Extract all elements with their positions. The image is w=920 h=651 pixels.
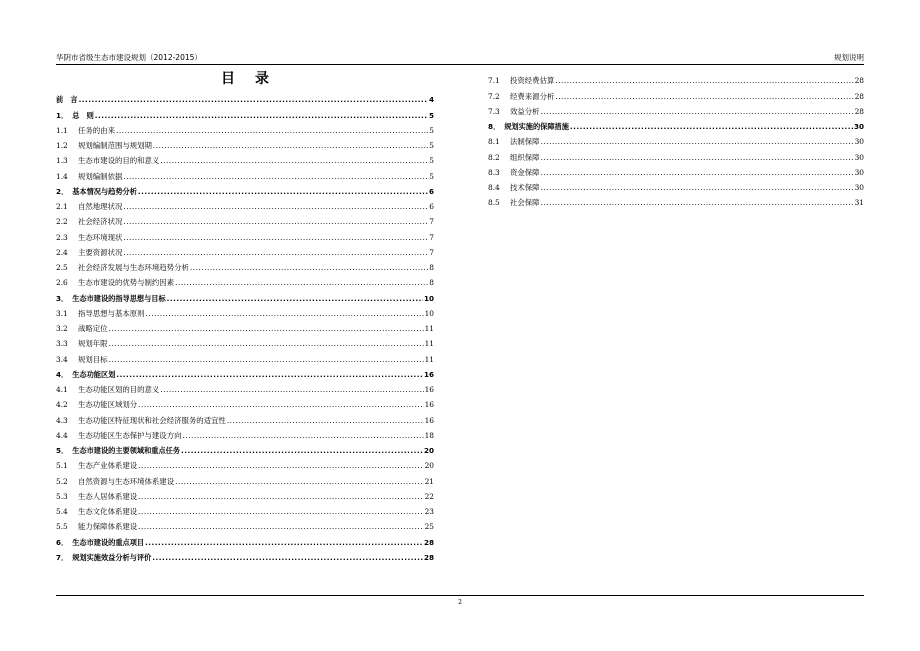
toc-leader-dots [541,153,854,163]
toc-entry-title: 规划编制范围与规划期 [78,141,152,150]
toc-entry-number: 2.3 [56,232,68,242]
toc-leader-dots [541,107,854,117]
toc-leader-dots [79,95,428,105]
toc-entry-title: 法制保障 [510,137,540,147]
toc-entry-title: 自然地理状况 [78,202,123,211]
toc-entry[interactable] [56,319,434,334]
toc-leader-dots [555,92,853,102]
header-rule [56,64,864,65]
toc-entry-number: 5.4 [56,507,68,516]
toc-entry[interactable] [56,243,434,258]
header-document-title: 华阴市省级生态市建设规划（2012-2015） [56,53,202,62]
toc-entry-title: 战略定位 [78,324,108,333]
toc-entry-title: 规划实施效益分析与评价 [72,552,152,562]
footer-rule [56,595,864,596]
toc-entry-page: 25 [424,522,434,532]
toc-leader-dots [138,492,423,502]
toc-leader-dots [123,217,428,227]
toc-entry[interactable] [488,71,864,86]
toc-entry-title: 经费来源分析 [510,91,555,101]
toc-entry[interactable] [56,380,434,395]
toc-leader-dots [227,416,424,426]
toc-entry-title: 效益分析 [510,106,540,116]
toc-entry-title: 任务的由来 [78,125,115,135]
toc-leader-dots [182,431,423,441]
toc-leader-dots [175,278,428,288]
toc-entry-title: 指导思想与基本原则 [78,308,145,318]
toc-entry-title: 规划年限 [78,339,108,349]
toc-entry-title: 社会经济状况 [78,217,123,227]
toc-entry-number: 5.3 [56,491,68,501]
toc-entry-number: 8.2 [488,152,500,162]
toc-entry-page: 7 [429,217,434,227]
toc-entry-number: 8.4 [488,183,500,192]
toc-entry-title: 生态人居体系建设 [78,491,138,501]
toc-entry[interactable] [488,193,864,208]
toc-entry-page: 28 [854,91,864,101]
toc-entry-title: 资金保障 [510,167,540,177]
toc-entry[interactable] [56,182,434,197]
toc-leader-dots [160,385,423,395]
toc-left-column [56,90,434,563]
toc-entry-page: 7 [429,232,434,242]
toc-entry-page: 4 [428,95,434,105]
toc-leader-dots [152,553,423,563]
toc-entry-number: 3． [56,293,69,303]
toc-entry[interactable] [56,151,434,166]
toc-entry-page: 22 [424,491,434,501]
toc-entry-number: 1． [56,110,69,120]
toc-entry[interactable] [488,117,864,132]
toc-entry-page: 30 [854,183,864,192]
toc-leader-dots [95,111,428,121]
toc-leader-dots [138,522,423,532]
toc-entry[interactable] [56,410,434,425]
toc-leader-dots [138,507,423,517]
toc-entry[interactable] [56,471,434,486]
toc-entry-page: 30 [854,137,864,147]
toc-leader-dots [109,324,424,334]
toc-entry-number: 4.4 [56,430,68,440]
toc-entry-title: 生态功能区划的目的意义 [78,385,160,394]
toc-entry-title: 生态功能区生态保护与建设方向 [78,430,182,440]
toc-entry-title: 生态功能区划 [72,369,116,379]
toc-entry-number: 8.5 [488,198,500,208]
toc-entry-title: 生态市建设的优势与制约因素 [78,278,175,288]
toc-entry-number: 2.4 [56,247,68,257]
toc-entry-title: 规划实施的保障措施 [504,122,569,131]
toc-entry-number: 6． [56,537,69,547]
toc-leader-dots [123,202,428,212]
toc-leader-dots [116,126,428,136]
toc-leader-dots [181,446,423,456]
toc-leader-dots [109,355,424,365]
toc-entry-title: 生态市建设的指导思想与目标 [72,293,166,303]
toc-entry-title: 能力保障体系建设 [78,522,138,532]
toc-entry[interactable] [56,166,434,181]
toc-entry-title: 自然资源与生态环境体系建设 [78,476,175,486]
toc-leader-dots [138,187,428,197]
toc-entry-page: 16 [424,400,434,410]
toc-entry-number: 3.3 [56,339,68,349]
toc-leader-dots [116,370,423,380]
toc-entry-page: 31 [854,198,864,208]
toc-entry-number: 1.4 [56,171,68,181]
toc-leader-dots [160,156,428,166]
toc-entry-number: 7.1 [488,76,500,86]
toc-entry[interactable] [56,227,434,242]
toc-entry-page: 20 [424,461,434,471]
toc-entry-page: 11 [424,339,434,349]
toc-entry-title: 生态功能区特征现状和社会经济服务的适宜性 [78,415,226,425]
toc-entry-number: 5． [56,446,69,455]
toc-entry[interactable] [56,502,434,517]
toc-entry-page: 16 [423,369,434,379]
toc-entry[interactable] [488,147,864,162]
toc-entry-page: 8 [429,278,434,288]
toc-entry-number: 8.3 [488,167,500,177]
toc-entry-title: 社会保障 [510,198,540,208]
page-header [56,52,864,64]
toc-entry-page: 21 [424,476,434,486]
toc-entry-page: 28 [854,76,864,86]
toc-leader-dots [123,172,428,182]
toc-leader-dots [570,122,853,132]
toc-leader-dots [555,76,853,86]
toc-leader-dots [541,183,854,193]
toc-entry-number: 8.1 [488,137,500,147]
toc-entry-page: 23 [424,507,434,516]
toc-entry-page: 20 [423,446,434,455]
toc-entry-page: 16 [424,415,434,425]
toc-entry-page: 16 [424,385,434,394]
toc-entry[interactable] [488,178,864,193]
toc-entry-number: 5.5 [56,522,68,532]
toc-entry-title: 生态环境现状 [78,232,123,242]
toc-entry[interactable] [56,365,434,380]
toc-entry[interactable] [56,441,434,456]
toc-entry-page: 5 [429,156,434,166]
toc-entry-page: 30 [854,152,864,162]
toc-entry-page: 5 [428,110,434,120]
toc-entry[interactable] [56,517,434,532]
toc-entry-page: 28 [423,552,434,562]
toc-entry-title: 规划编制依据 [78,171,123,181]
toc-entry-title: 生态市建设的目的和意义 [78,156,160,166]
toc-entry-number: 5.1 [56,461,68,471]
toc-entry-page: 10 [424,308,434,318]
toc-entry-page: 6 [428,186,434,196]
toc-entry-number: 5.2 [56,476,68,486]
toc-entry[interactable] [56,334,434,349]
toc-entry[interactable] [56,456,434,471]
toc-entry-title: 生态产业体系建设 [78,461,138,471]
toc-leader-dots [153,141,428,151]
toc-leader-dots [541,198,854,208]
toc-entry[interactable] [56,273,434,288]
toc-leader-dots [541,168,854,178]
toc-entry-title: 基本情况与趋势分析 [72,186,137,196]
toc-leader-dots [138,461,423,471]
toc-entry-number: 2． [56,186,69,196]
toc-entry[interactable] [56,304,434,319]
toc-entry-page: 11 [424,354,434,364]
toc-entry[interactable] [56,136,434,151]
toc-leader-dots [109,339,424,349]
page-number: 2 [458,599,462,606]
toc-entry-page: 6 [429,202,434,211]
toc-entry-title: 主要资源状况 [78,247,123,257]
toc-entry-number: 3.4 [56,354,68,364]
toc-entry-number: 2.2 [56,217,68,227]
toc-entry-title: 技术保障 [510,183,540,192]
toc-right-column [488,71,864,208]
toc-entry[interactable] [56,258,434,273]
toc-entry-page: 5 [429,171,434,181]
toc-entry-number: 7.3 [488,106,500,116]
toc-entry-title: 社会经济发展与生态环境趋势分析 [78,263,189,272]
toc-entry-number: 7． [56,552,69,562]
toc-entry[interactable] [56,197,434,212]
toc-entry-number: 2.6 [56,278,68,288]
toc-entry[interactable] [56,90,434,105]
toc-entry-page: 5 [429,141,434,150]
toc-entry-number: 2.5 [56,263,68,272]
toc-leader-dots [145,538,423,548]
toc-leader-dots [175,477,424,487]
toc-entry-page: 18 [424,430,434,440]
toc-entry[interactable] [56,105,434,120]
toc-entry-page: 10 [423,293,434,303]
toc-entry-page: 28 [423,537,434,547]
toc-leader-dots [138,400,423,410]
toc-entry[interactable] [56,212,434,227]
toc-entry-number: 1.2 [56,141,68,150]
toc-entry[interactable] [56,349,434,364]
toc-entry-number: 4． [56,369,69,379]
toc-entry-page: 7 [429,247,434,257]
toc-entry[interactable] [488,102,864,117]
toc-entry[interactable] [56,288,434,303]
toc-entry-number: 8． [488,122,501,131]
toc-entry[interactable] [56,532,434,547]
toc-entry-title: 生态功能区域划分 [78,400,138,410]
toc-leader-dots [146,309,424,319]
toc-entry-title: 组织保障 [510,152,540,162]
toc-entry-title: 投资经费估算 [510,76,555,86]
toc-entry[interactable] [56,548,434,563]
toc-entry-number: 3.1 [56,308,68,318]
toc-leader-dots [123,233,428,243]
toc-entry-title: 规划目标 [78,354,108,364]
toc-entry-title: 生态市建设的主要领域和重点任务 [72,446,181,455]
toc-entry-page: 11 [424,324,434,333]
toc-entry-number: 1.3 [56,156,68,166]
toc-entry-number: 3.2 [56,324,68,333]
toc-entry-number: 1.1 [56,125,68,135]
toc-title: 目录 [221,71,289,87]
toc-leader-dots [167,294,423,304]
toc-entry-page: 30 [854,167,864,177]
toc-leader-dots [123,248,428,258]
toc-entry[interactable] [56,121,434,136]
toc-entry[interactable] [56,426,434,441]
toc-leader-dots [190,263,428,273]
toc-entry-page: 30 [853,122,864,131]
toc-leader-dots [541,137,854,147]
toc-entry-number: 7.2 [488,91,500,101]
toc-entry-title: 生态市建设的重点项目 [72,537,145,547]
toc-entry-number: 4.1 [56,385,68,394]
header-section-label: 规划说明 [834,53,864,62]
toc-entry-title: 总 则 [72,110,94,120]
toc-entry-number: 前 言 [56,95,78,105]
toc-entry-number: 4.2 [56,400,68,410]
toc-entry-page: 5 [429,125,434,135]
toc-entry-page: 28 [854,106,864,116]
toc-entry[interactable] [488,132,864,147]
toc-entry-title: 生态文化体系建设 [78,507,138,516]
toc-entry-page: 8 [429,263,434,272]
toc-entry[interactable] [56,395,434,410]
toc-entry-number: 2.1 [56,202,68,211]
toc-entry[interactable] [488,163,864,178]
toc-entry[interactable] [56,487,434,502]
toc-entry[interactable] [488,86,864,101]
toc-entry-number: 4.3 [56,415,68,425]
